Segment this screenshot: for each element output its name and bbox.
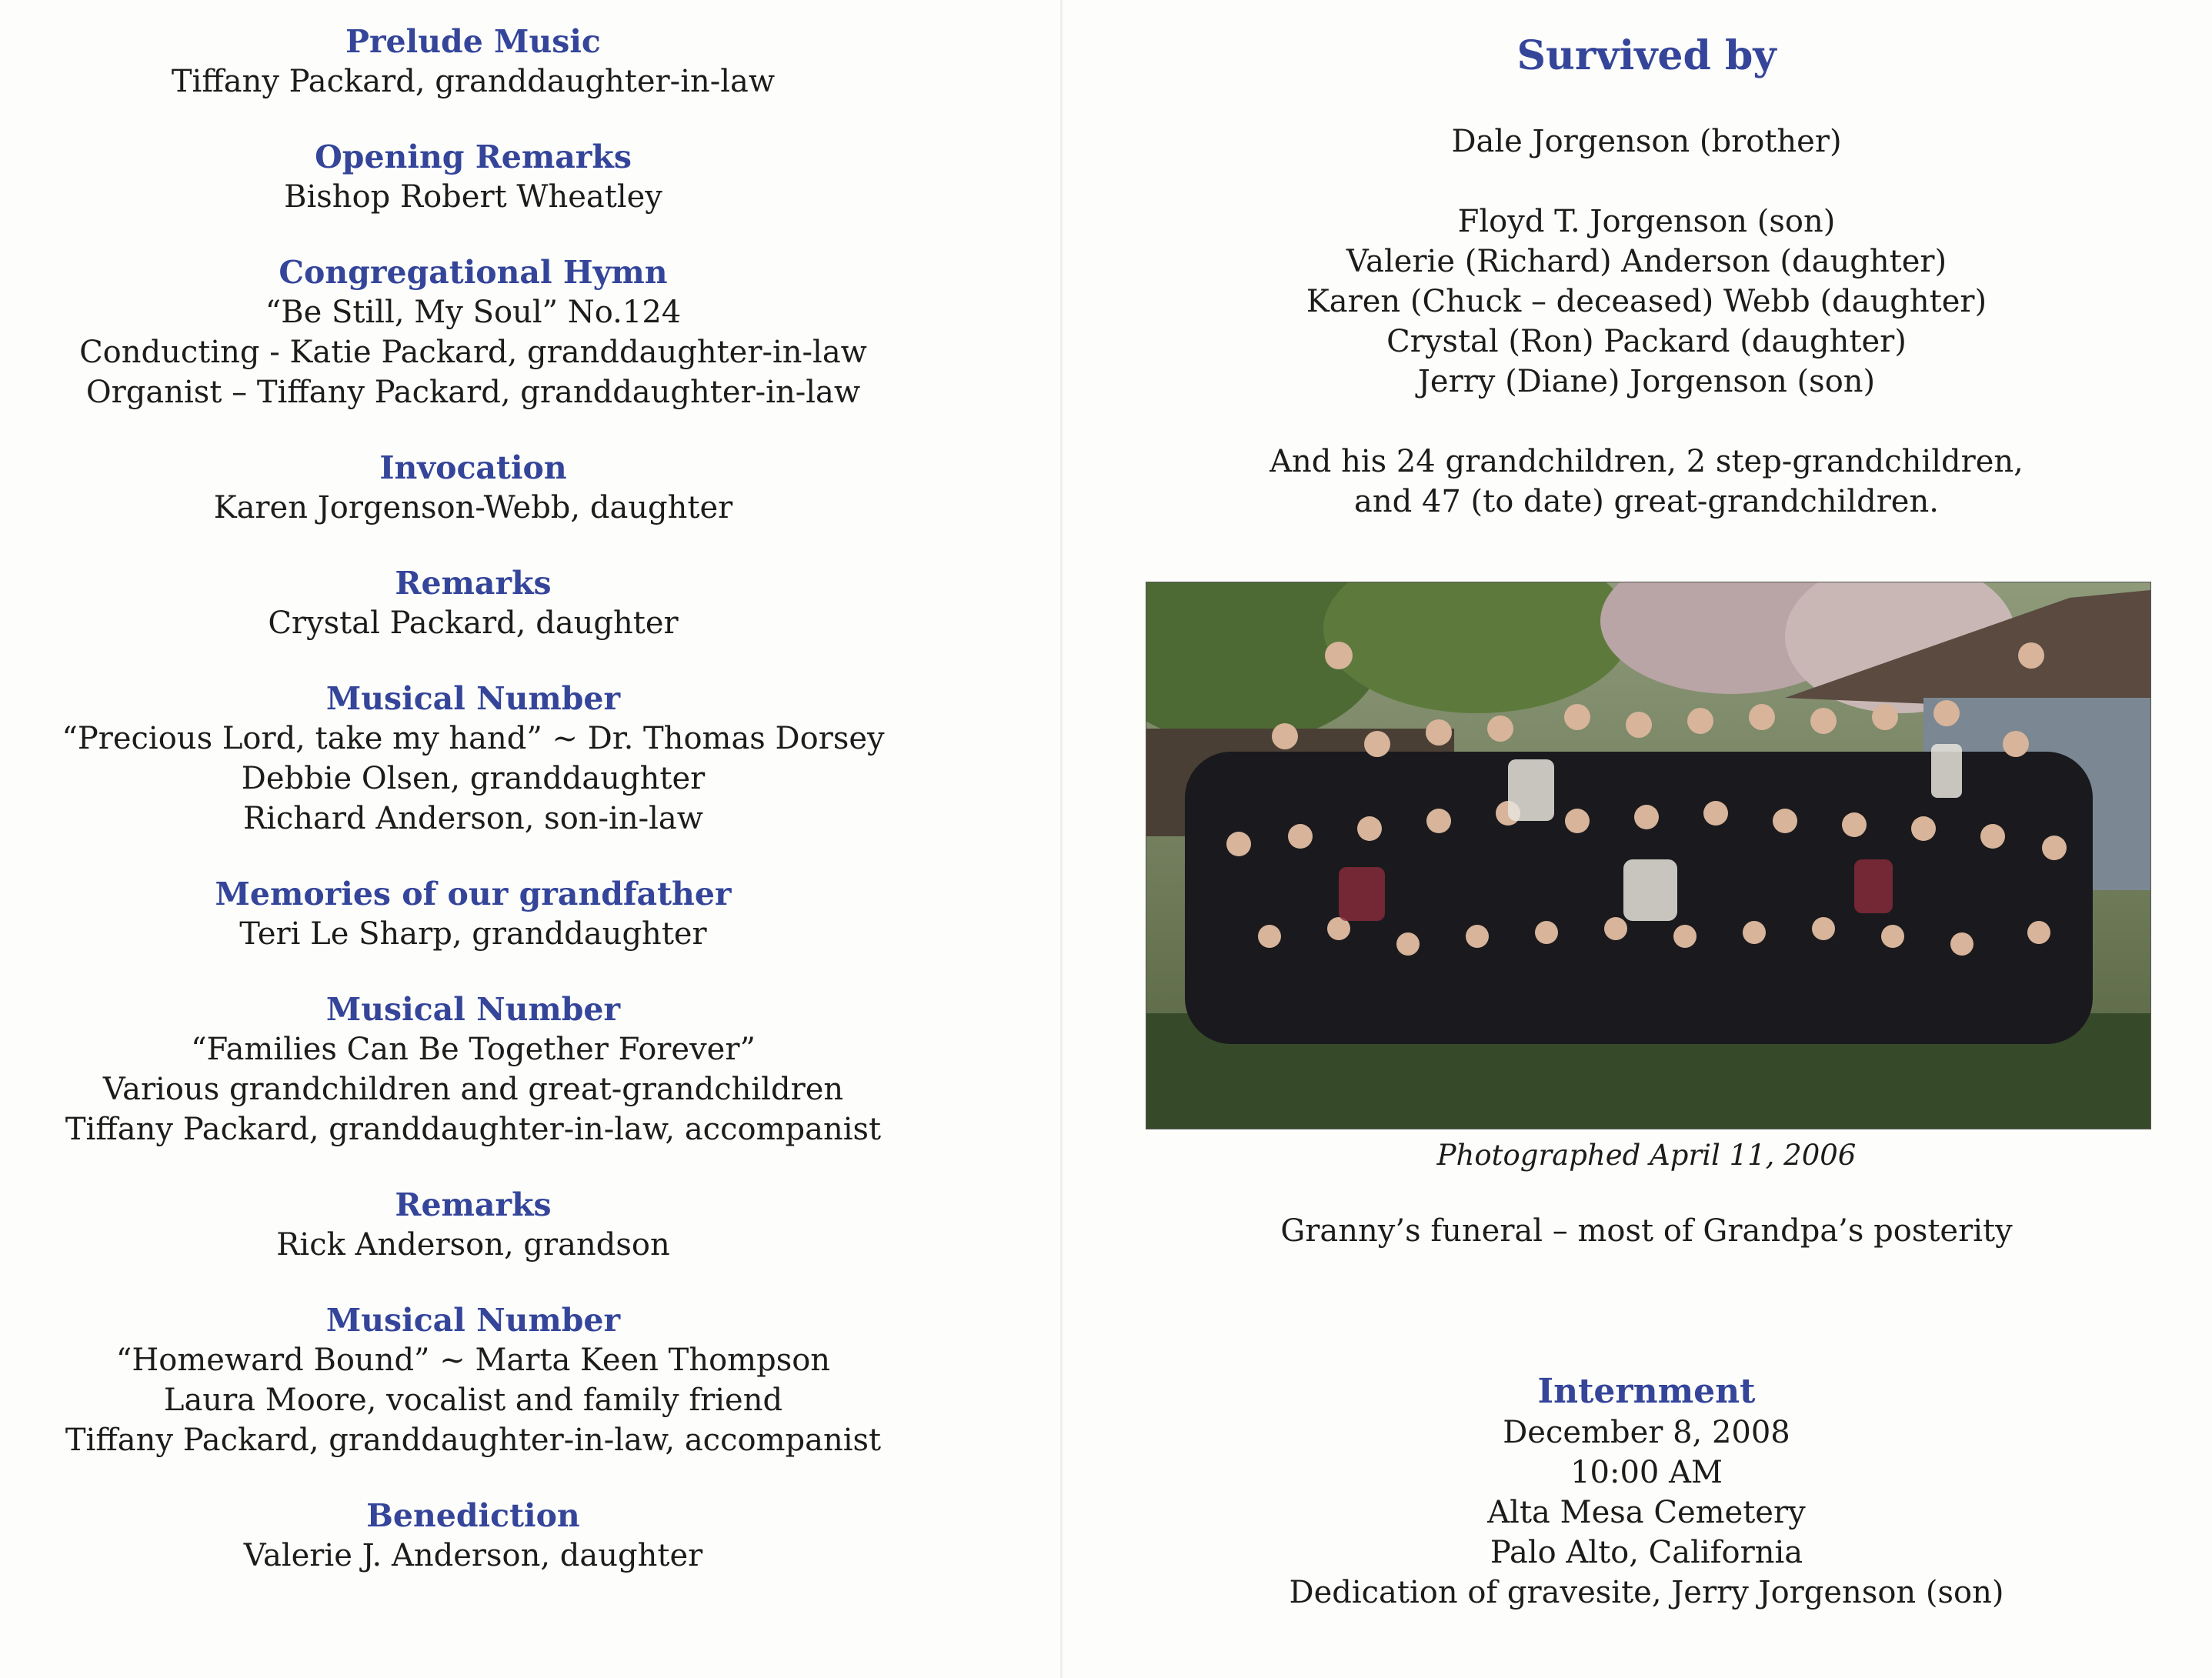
program-line: Bishop Robert Wheatley [284,179,662,215]
survivor-child: Crystal (Ron) Packard (daughter) [1386,324,1907,359]
program-heading: Invocation [379,449,567,486]
program-list [23,22,923,1611]
program-heading: Musical Number [325,991,621,1028]
survived-title: Survived by [1516,32,1777,79]
program-line: Crystal Packard, daughter [268,605,679,641]
program-line: Organist – Tiffany Packard, granddaughter-in-law [85,375,861,410]
spacer [1062,402,2212,442]
internment-line: Palo Alto, California [1490,1535,1803,1570]
program-line: Various grandchildren and great-grandchildren [102,1072,844,1107]
program-item [23,874,923,954]
family-photo [1146,582,2150,1129]
survivor-child: Floyd T. Jorgenson (son) [1457,204,1836,239]
descendants-line: and 47 (to date) great-grandchildren. [1354,484,1939,519]
internment-line: December 8, 2008 [1503,1415,1790,1450]
program-line: Teri Le Sharp, granddaughter [239,916,707,952]
program-item [23,1185,923,1265]
program-item [23,252,923,412]
program-line: Rick Anderson, grandson [276,1227,670,1263]
program-line: Debbie Olsen, granddaughter [241,761,706,796]
family-photo-illustration [1146,582,2150,1129]
survivor-brother: Dale Jorgenson (brother) [1451,124,1842,159]
program-heading: Memories of our grandfather [215,876,732,912]
program-item [23,1300,923,1460]
survivors-list [1062,122,2212,522]
program-line: “Families Can Be Together Forever” [191,1032,756,1067]
program-item [23,563,923,643]
photo-caption: Photographed April 11, 2006 [1436,1139,1857,1172]
internment-line: Alta Mesa Cemetery [1487,1495,1806,1530]
program-line: Conducting - Katie Packard, granddaughter-in-law [79,335,867,370]
program-heading: Remarks [395,565,552,602]
spacer [1062,162,2212,202]
program-item [23,679,923,839]
program-heading: Musical Number [325,680,621,717]
program-line: Tiffany Packard, granddaughter-in-law, accompanist [65,1423,882,1458]
program-line: “Homeward Bound” ~ Marta Keen Thompson [115,1343,831,1378]
program-heading: Prelude Music [345,23,601,60]
survivor-child: Valerie (Richard) Anderson (daughter) [1346,244,1947,279]
program-heading: Benediction [366,1497,580,1534]
internment-line: 10:00 AM [1570,1455,1723,1490]
program-line: Tiffany Packard, granddaughter-in-law, accompanist [65,1112,882,1147]
program-heading: Remarks [395,1186,552,1223]
program-line: Tiffany Packard, granddaughter-in-law [171,64,776,99]
internment-section [1062,1371,2212,1613]
program-line: “Be Still, My Soul” No.124 [265,295,682,330]
program-item [23,989,923,1149]
program-line: “Precious Lord, take my hand” ~ Dr. Thomas Dorsey [62,721,885,756]
program-line: Richard Anderson, son-in-law [242,801,704,836]
program-item [23,448,923,528]
program-item [23,137,923,217]
internment-heading: Internment [1537,1372,1756,1411]
program-item [23,22,923,102]
internment-line: Dedication of gravesite, Jerry Jorgenson (son) [1289,1575,2004,1610]
program-item [23,1496,923,1576]
program-heading: Opening Remarks [315,138,632,175]
program-line: Laura Moore, vocalist and family friend [163,1383,783,1418]
photo-note: Granny’s funeral – most of Grandpa’s posterity [1280,1213,2013,1249]
survivor-child: Jerry (Diane) Jorgenson (son) [1417,364,1876,399]
program-line: Valerie J. Anderson, daughter [243,1538,703,1573]
program-line: Karen Jorgenson-Webb, daughter [213,490,733,525]
program-heading: Musical Number [325,1302,621,1339]
program-heading: Congregational Hymn [279,254,668,291]
survivor-child: Karen (Chuck – deceased) Webb (daughter) [1306,284,1987,319]
descendants-line: And his 24 grandchildren, 2 step-grandchildren, [1269,444,2023,479]
